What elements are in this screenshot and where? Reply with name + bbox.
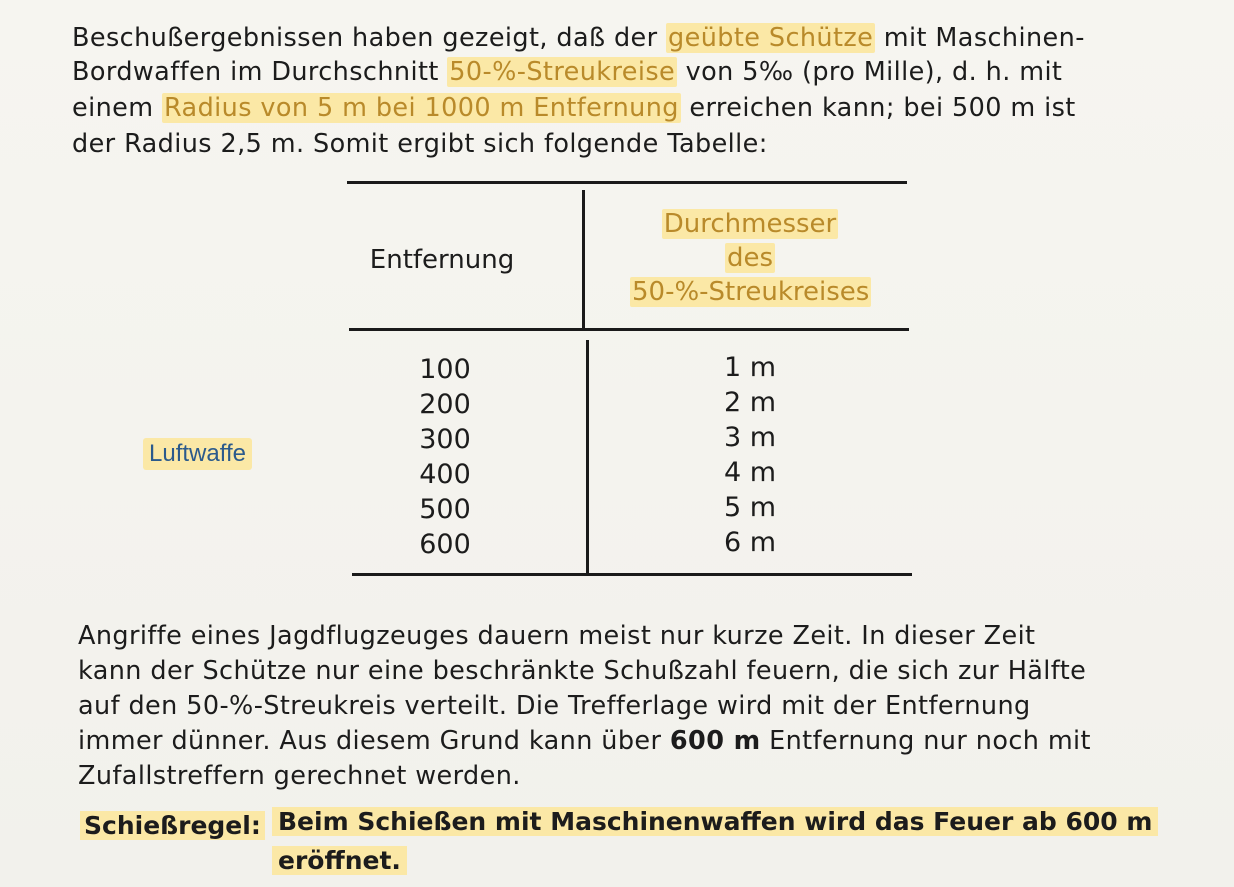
header-line-3: 50-%-Streukreises xyxy=(632,277,870,307)
table-cell-diameter: 5 m xyxy=(723,492,777,523)
intro-line-2 xyxy=(72,56,1062,88)
body-line-2: kann der Schütze nur eine beschränkte Schußzahl feuern, die sich zur Hälfte xyxy=(78,656,1087,686)
table-header-divider xyxy=(582,190,585,328)
table-cell-distance: 600 xyxy=(419,529,471,560)
table-header-distance: Entfernung xyxy=(369,245,515,275)
highlight-scatter-circle: 50-%-Streukreise xyxy=(449,57,676,87)
table-cell-diameter: 4 m xyxy=(723,457,777,488)
table-cell-distance: 100 xyxy=(419,354,471,385)
table-cell-distance: 200 xyxy=(419,389,471,420)
intro-text: mit Maschinen- xyxy=(875,23,1085,53)
table-top-rule xyxy=(347,181,907,184)
table-cell-distance: 500 xyxy=(419,494,471,525)
body-line-3: auf den 50-%-Streukreis verteilt. Die Trefferlage wird mit der Entfernung xyxy=(78,691,1031,721)
intro-line-4: der Radius 2,5 m. Somit ergibt sich folgende Tabelle: xyxy=(72,129,768,159)
intro-text: einem xyxy=(72,93,162,123)
intro-text: Beschußergebnissen haben gezeigt, daß der xyxy=(72,23,667,53)
table-cell-distance: 300 xyxy=(419,424,471,455)
body-line-1: Angriffe eines Jagdflugzeuges dauern meist nur kurze Zeit. In dieser Zeit xyxy=(78,621,1036,651)
highlight-radius: Radius von 5 m bei 1000 m Entfernung xyxy=(163,93,679,123)
distance-column xyxy=(380,352,510,562)
body-line-4 xyxy=(78,725,1091,757)
header-line-2: des xyxy=(726,243,774,273)
highlight-trained-shooter: geübte Schütze xyxy=(668,23,874,53)
intro-line-3 xyxy=(72,92,1076,124)
table-bottom-rule xyxy=(352,573,912,576)
table-header-diameter xyxy=(630,209,870,307)
body-text: immer dünner. Aus diesem Grund kann über xyxy=(78,726,670,756)
firing-rule-text: Beim Schießen mit Maschinenwaffen wird das Feuer ab 600 m xyxy=(272,807,1158,836)
intro-text: von 5‰ (pro Mille), d. h. mit xyxy=(677,57,1063,87)
table-header-rule xyxy=(349,328,909,331)
table-cell-diameter: 2 m xyxy=(723,387,777,418)
intro-text: erreichen kann; bei 500 m ist xyxy=(680,93,1076,123)
firing-rule-text-cont: eröffnet. xyxy=(272,846,407,875)
table-body-divider xyxy=(586,340,589,573)
body-line-5: Zufallstreffern gerechnet werden. xyxy=(78,761,521,791)
firing-rule-label: Schießregel: xyxy=(80,811,265,840)
diameter-column xyxy=(680,350,820,560)
header-line-1: Durchmesser xyxy=(663,209,837,239)
body-text: Entfernung nur noch mit xyxy=(760,726,1091,756)
intro-line-1 xyxy=(72,22,1085,54)
margin-annotation: Luftwaffe xyxy=(143,438,252,470)
table-cell-diameter: 6 m xyxy=(723,527,777,558)
intro-text: Bordwaffen im Durchschnitt xyxy=(72,57,448,87)
table-cell-diameter: 1 m xyxy=(723,352,777,383)
table-cell-diameter: 3 m xyxy=(723,422,777,453)
body-bold-distance: 600 m xyxy=(669,726,761,756)
table-cell-distance: 400 xyxy=(419,459,471,490)
